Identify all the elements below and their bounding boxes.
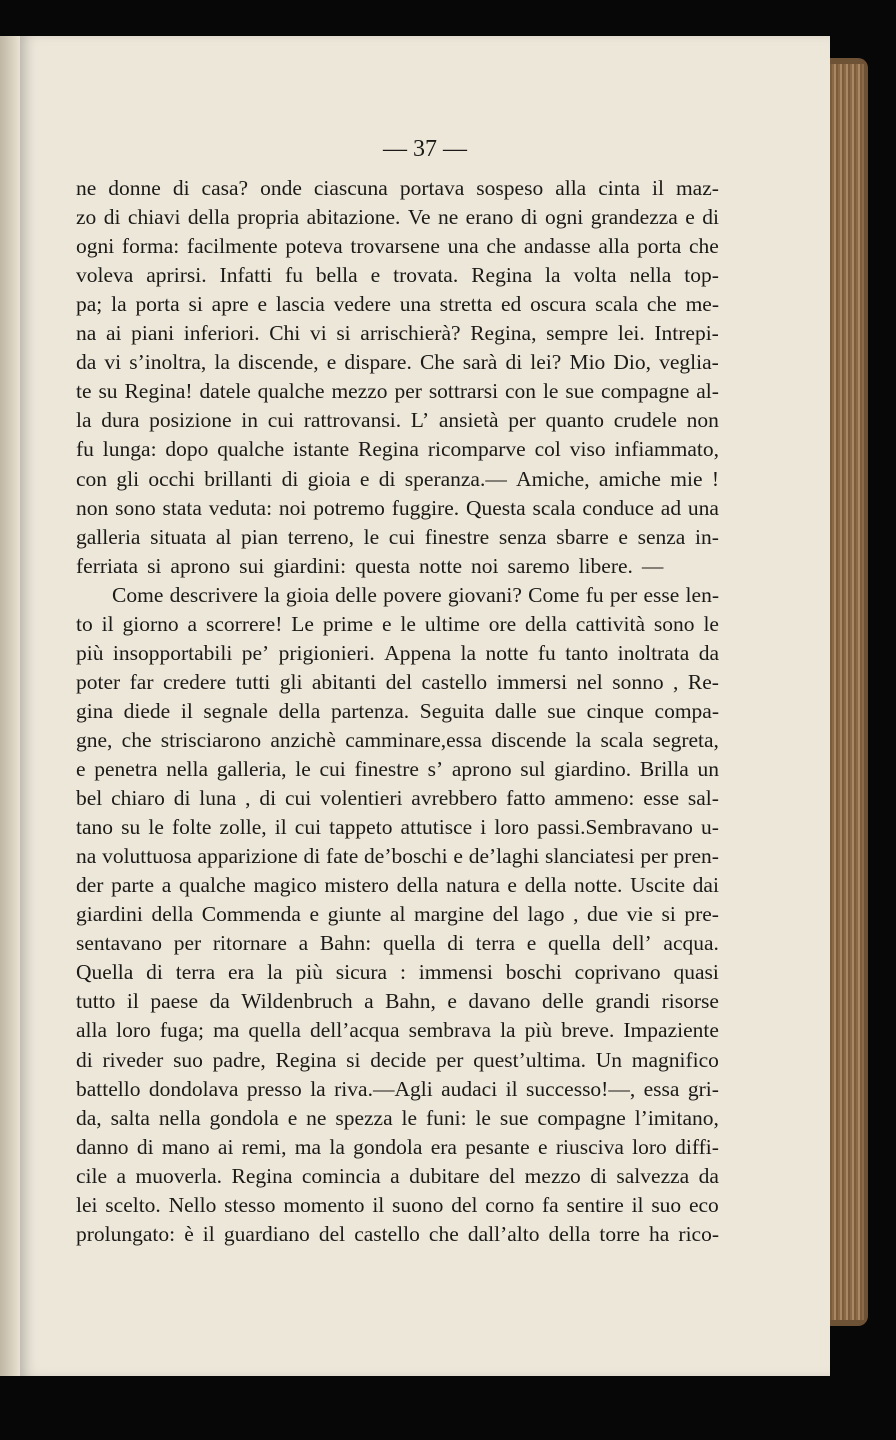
text-line: gne, che strisciarono anzichè camminare,essa discende la scala segreta, [76,727,719,752]
text-line: la dura posizione in cui rattrovansi. L’ ansietà per quanto crudele non [76,408,719,433]
text-line: tano su le folte zolle, il cui tappeto attutisce i loro passi.Sembravano u- [76,815,719,840]
text-line: da, salta nella gondola e ne spezza le funi: le sue compagne l’imitano, [76,1105,719,1130]
text-line: lei scelto. Nello stesso momento il suono del corno fa sentire il suo eco [76,1192,719,1217]
text-line: galleria situata al pian terreno, le cui finestre senza sbarre e senza in- [76,524,719,549]
text-line: ferriata si aprono sui giardini: questa notte noi saremo libere. — [76,553,664,578]
text-line: cile a muoverla. Regina comincia a dubitare del mezzo di salvezza da [76,1163,719,1188]
text-line: fu lunga: dopo qualche istante Regina ricomparve col viso infiammato, [76,437,719,462]
text-line: to il giorno a scorrere! Le prime e le ultime ore della cattività sono le [76,611,719,636]
text-line: e penetra nella galleria, le cui finestre s’ aprono sul giardino. Brilla un [76,757,719,781]
text-line: na ai piani inferiori. Chi vi si arrischierà? Regina, sempre lei. Intrepi- [76,321,719,346]
text-line: ne donne di casa? onde ciascuna portava sospeso alla cinta il maz- [76,176,719,200]
text-line: Come descrivere la gioia delle povere giovani? Come fu per esse len- [112,582,719,607]
text-line: battello dondolava presso la riva.—Agli audaci il successo!—, essa gri- [76,1076,719,1101]
text-line: ogni forma: facilmente poteva trovarsene una che andasse alla porta che [76,234,719,259]
text-line: voleva aprirsi. Infatti fu bella e trovata. Regina la volta nella top- [76,263,719,288]
text-line: poter far credere tutti gli abitanti del castello immersi nel sonno , Re- [76,669,719,694]
text-line: bel chiaro di luna , di cui volentieri avrebbero fatto ammeno: esse sal- [76,786,719,811]
text-line: sentavano per ritornare a Bahn: quella di terra e quella dell’ acqua. [76,931,719,956]
book-page [20,36,830,1376]
text-line: danno di mano ai remi, ma la gondola era pesante e riusciva loro diffi- [76,1134,719,1159]
text-line: zo di chiavi della propria abitazione. Ve ne erano di ogni grandezza e di [76,205,719,230]
text-line: giardini della Commenda e giunte al margine del lago , due vie si pre- [76,902,719,927]
text-line: der parte a qualche magico mistero della natura e della notte. Uscite dai [76,873,719,898]
text-line: na voluttuosa apparizione di fate de’boschi e de’laghi slanciatesi per pren- [76,844,719,869]
text-line: con gli occhi brillanti di gioia e di speranza.— Amiche, amiche mie ! [76,466,719,491]
text-line: te su Regina! datele qualche mezzo per sottrarsi con le sue compagne al- [76,379,719,404]
text-line: di riveder suo padre, Regina si decide per quest’ultima. Un magnifico [76,1047,719,1072]
text-line: pa; la porta si apre e lascia vedere una stretta ed oscura scala che me- [76,292,719,317]
text-line: più insopportabili pe’ prigionieri. Appena la notte fu tanto inoltrata da [76,640,719,665]
text-line: gina diede il segnale della partenza. Seguita dalle sue cinque compa- [76,698,719,723]
text-line: alla loro fuga; ma quella dell’acqua sembrava la più breve. Impaziente [76,1018,719,1043]
text-line: non sono stata veduta: noi potremo fuggire. Questa scala conduce ad una [76,495,719,520]
page-number: — 37 — [383,136,467,162]
text-line: tutto il paese da Wildenbruch a Bahn, e davano delle grandi risorse [76,989,719,1014]
text-line: prolungato: è il guardiano del castello che dall’alto della torre ha rico- [76,1221,719,1246]
text-line: Quella di terra era la più sicura : immensi boschi coprivano quasi [76,960,719,985]
text-line: da vi s’inoltra, la discende, e dispare. Che sarà di lei? Mio Dio, veglia- [76,350,719,375]
